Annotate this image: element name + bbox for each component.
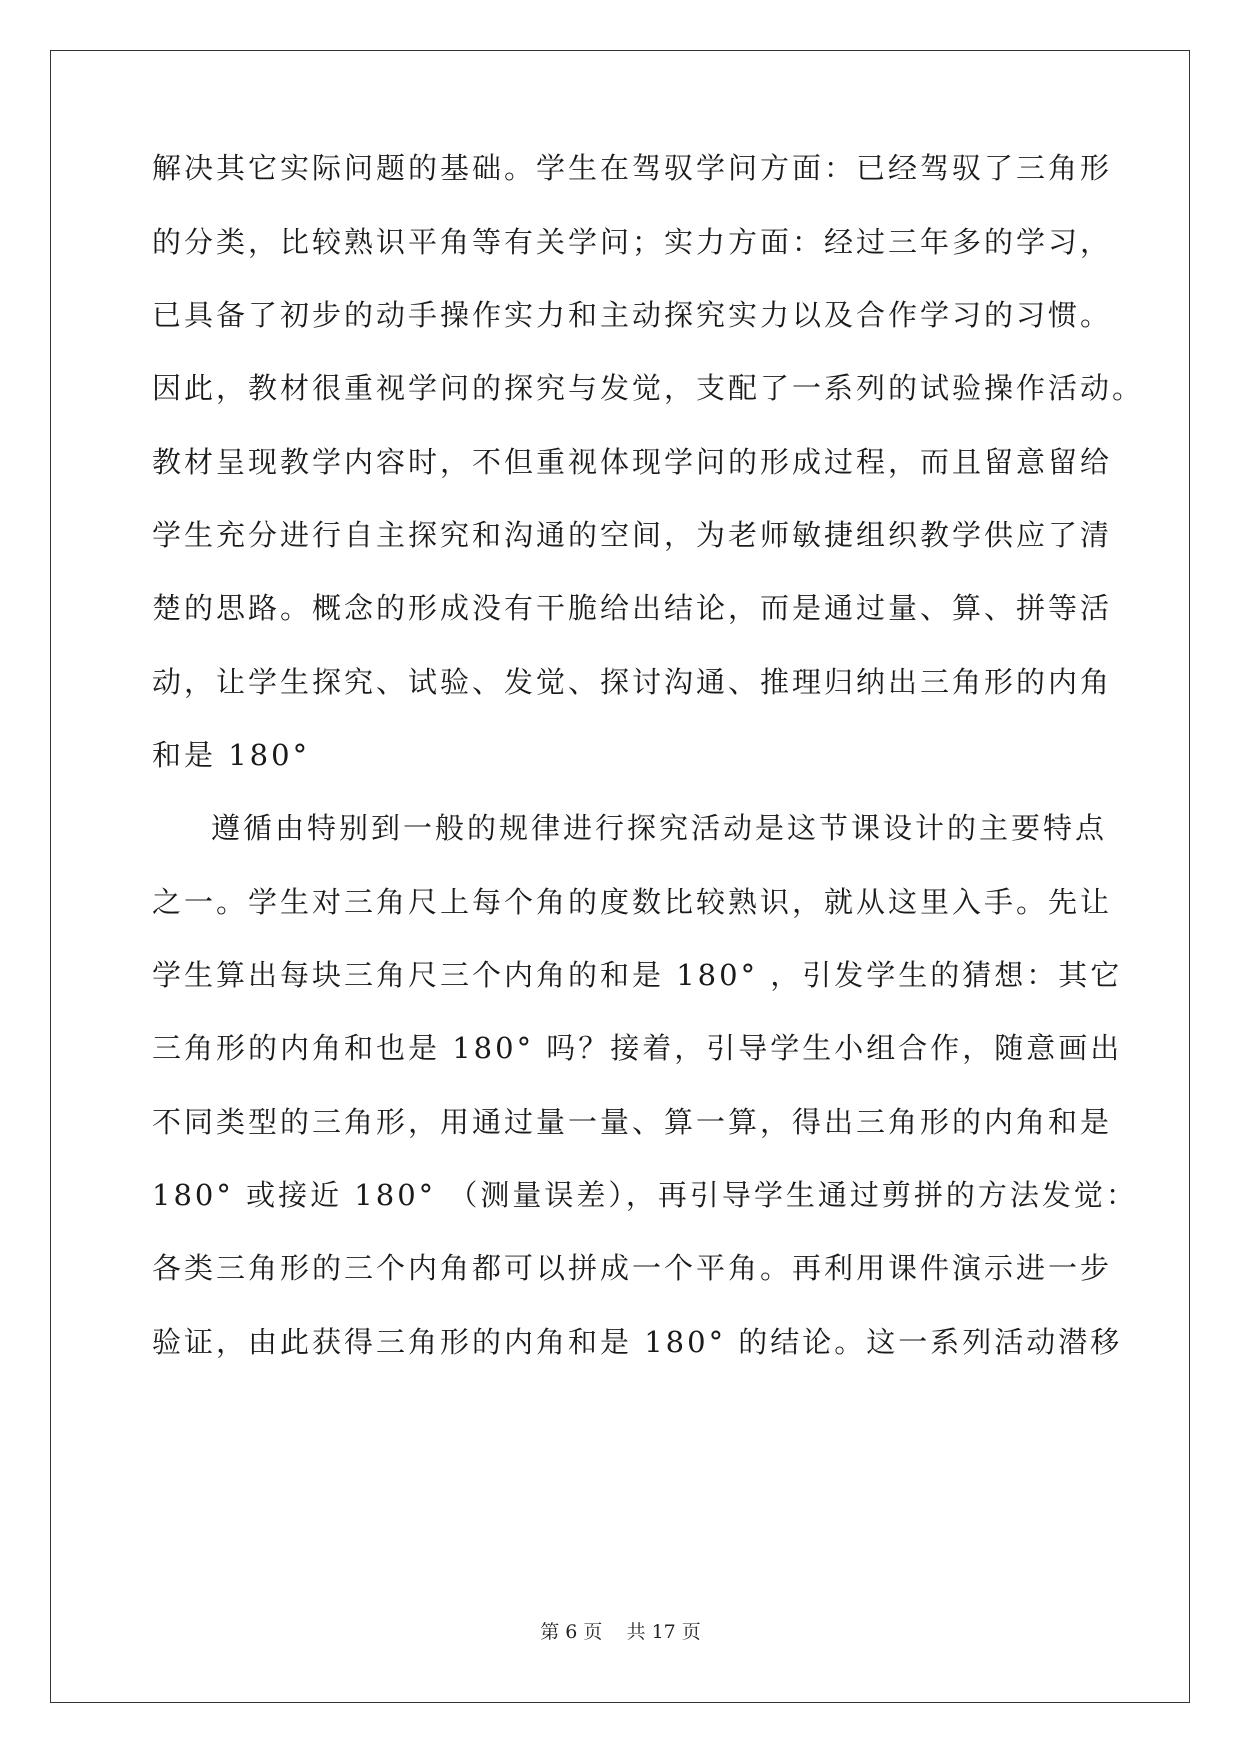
text-line: 验证，由此获得三角形的内角和是 180° 的结论。这一系列活动潜移 <box>152 1325 1123 1359</box>
text-line: 教材呈现教学内容时，不但重视体现学问的形成过程，而且留意留给 <box>152 445 1113 479</box>
text-line: 已具备了初步的动手操作实力和主动探究实力以及合作学习的习惯。 <box>152 298 1113 332</box>
text-line: 解决其它实际问题的基础。学生在驾驭学问方面：已经驾驭了三角形 <box>152 151 1113 185</box>
text-line: 的分类，比较熟识平角等有关学问；实力方面：经过三年多的学习， <box>152 225 1113 259</box>
text-line: 之一。学生对三角尺上每个角的度数比较熟识，就从这里入手。先让 <box>152 885 1113 919</box>
text-line: 因此，教材很重视学问的探究与发觉，支配了一系列的试验操作活动。 <box>152 371 1145 405</box>
text-line: 楚的思路。概念的形成没有干脆给出结论，而是通过量、算、拼等活 <box>152 591 1113 625</box>
text-line: 各类三角形的三个内角都可以拼成一个平角。再利用课件演示进一步 <box>152 1251 1113 1285</box>
text-line: 学生充分进行自主探究和沟通的空间，为老师敏捷组织教学供应了清 <box>152 518 1113 552</box>
page-number-footer: 第 6 页 共 17 页 <box>540 1621 701 1643</box>
text-line: 三角形的内角和也是 180° 吗？接着，引导学生小组合作，随意画出 <box>152 1031 1123 1065</box>
text-line: 学生算出每块三角尺三个内角的和是 180° ，引发学生的猜想：其它 <box>152 958 1123 992</box>
text-line: 和是 180° <box>152 738 311 772</box>
text-line: 180° 或接近 180° （测量误差），再引导学生通过剪拼的方法发觉： <box>152 1178 1138 1212</box>
text-line: 不同类型的三角形，用通过量一量、算一算，得出三角形的内角和是 <box>152 1105 1113 1139</box>
text-line: 动，让学生探究、试验、发觉、探讨沟通、推理归纳出三角形的内角 <box>152 665 1113 699</box>
text-line: 遵循由特别到一般的规律进行探究活动是这节课设计的主要特点 <box>211 811 1108 845</box>
